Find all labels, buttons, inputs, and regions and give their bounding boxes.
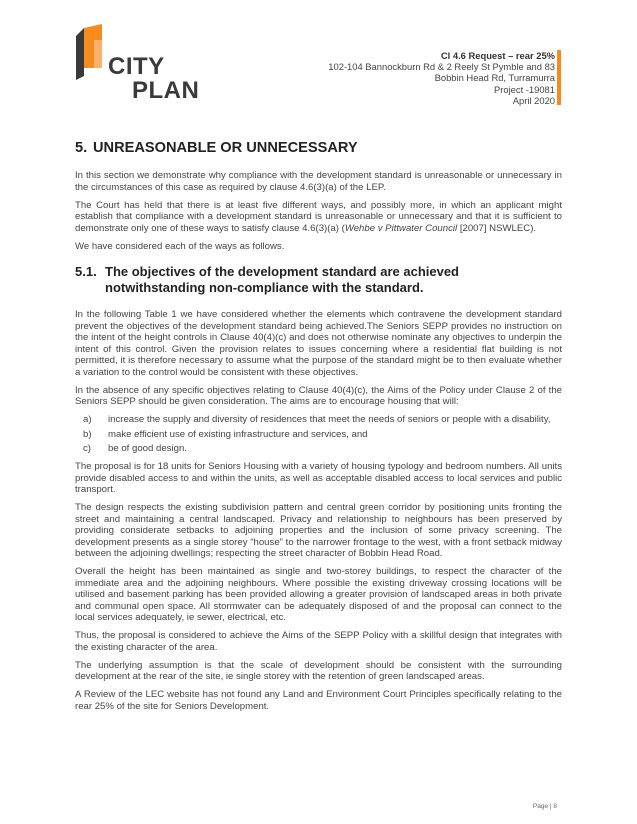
- document-body: [75, 140, 562, 719]
- header-project: Project -19081: [494, 83, 555, 95]
- list-item-text: make efficient use of existing infrastructure and services, and: [108, 428, 368, 440]
- list-item-text: be of good design.: [108, 443, 187, 454]
- document-header-info: [328, 50, 555, 106]
- logo-text-city: CITY: [108, 53, 165, 80]
- intro-paragraph-2: [75, 200, 562, 235]
- list-item-text: increase the supply and diversity of residences that meet the needs of seniors or people with a disability,: [108, 414, 551, 425]
- subsection-title: The objectives of the development standard are achieved notwithstanding non-compliance with the standard.: [105, 264, 459, 295]
- header-title: Cl 4.6 Request – rear 25%: [440, 50, 555, 61]
- list-item: [75, 429, 562, 441]
- logo-text-plan: PLAN: [132, 77, 200, 104]
- body-paragraph-4: The design respects the existing subdivision pattern and central green corridor by positioning units fronting the street and maintaining a central landscaped. Privacy and relationship to neighbours has been preserved by providing considerate setbacks to adjoining properties and the inclusion of some privacy screening. The development presents as a single storey “house” to the narrower frontage to the west, with a front setback midway between the adjoining dwellings; respecting the street character of Bobbin Head Road.: [75, 502, 562, 559]
- body-paragraph-2: In the absence of any specific objectives relating to Clause 40(4)(c), the Aims of the Policy under Clause 2 of the Seniors SEPP should be given consideration. The aims are to encourage housing that will:: [75, 384, 562, 407]
- logo-mark-icon: [72, 24, 112, 84]
- body-paragraph-6: Thus, the proposal is considered to achieve the Aims of the SEPP Policy with a skillful design that integrates with the existing character of the area.: [75, 630, 562, 653]
- subsection-number: 5.1.: [75, 264, 97, 279]
- header-address-line1: 102-104 Bannockburn Rd & 2 Reely St Pymble and 83: [328, 61, 555, 73]
- case-reference-tail: [2007] NSWLEC).: [457, 222, 537, 234]
- city-plan-logo: [72, 24, 212, 104]
- aims-list: [75, 414, 562, 455]
- intro-paragraph-1: In this section we demonstrate why compliance with the development standard is unreasonable or unnecessary in the circumstances of this case as required by clause 4.6(3)(a) of the LEP.: [75, 170, 562, 193]
- list-item: [75, 414, 562, 426]
- case-reference: Wehbe v Pittwater Council: [344, 222, 458, 234]
- intro-paragraph-2-text: The Court has held that there is at least five different ways, and possibly more, in which an applicant might establish that compliance with a development standard is unreasonable or unnecessary and that it is sufficient to demonstrate only one of these ways to satisfy clause 4.6(3)(a) (: [75, 199, 562, 234]
- list-item-label: b): [83, 428, 92, 440]
- body-paragraph-5: Overall the height has been maintained as single and two-storey buildings, to respect the character of the immediate area and the adjoining neighbours. Where possible the existing driveway crossing locations will be utilised and basement parking has been provided allowing a greater provision of landscaped areas in both private and communal open space. All stormwater can be adequately disposed of and the proposal can connect to the local services adequately, ie sewer, electrical, etc.: [75, 566, 562, 623]
- header-address-line2: Bobbin Head Rd, Turramurra: [434, 72, 555, 84]
- intro-paragraph-3: We have considered each of the ways as follows.: [75, 240, 285, 252]
- section-number: 5.: [75, 140, 88, 156]
- section-title: UNREASONABLE OR UNNECESSARY: [93, 140, 358, 156]
- header-date: April 2020: [512, 94, 555, 106]
- list-item-label: a): [83, 414, 92, 425]
- subsection-heading: [75, 264, 562, 296]
- body-paragraph-8: A Review of the LEC website has not found any Land and Environment Court Principles specifically relating to the rear 25% of the site for Seniors Development.: [75, 689, 562, 712]
- list-item: [75, 443, 562, 455]
- list-item-label: c): [83, 443, 91, 454]
- body-paragraph-1: In the following Table 1 we have considered whether the elements which contravene the development standard prevent the objectives of the development standard being achieved.The Seniors SEPP provides no instruction on the intent of the height controls in Clause 40(4)(c) and does not otherwise nominate any objectives to underpin the intent of this control. Given the provision relates to issues concerning where a residential flat building is not permitted, it is therefore necessary to assume what the purpose of the standard might be to then evaluate whether a variation to the control would be consistent with these objectives.: [75, 309, 562, 378]
- page-number: Page | 8: [532, 803, 557, 810]
- body-paragraph-7: The underlying assumption is that the scale of development should be consistent with the surrounding development at the rear of the site, ie single storey with the retention of green landscaped areas.: [75, 659, 562, 682]
- header-accent-bar: [557, 50, 561, 105]
- section-heading: [75, 140, 562, 156]
- body-paragraph-3: The proposal is for 18 units for Seniors Housing with a variety of housing typology and bedroom numbers. All units provide disabled access to and within the units, as well as acceptable disabled access to local services and public transport.: [75, 461, 562, 495]
